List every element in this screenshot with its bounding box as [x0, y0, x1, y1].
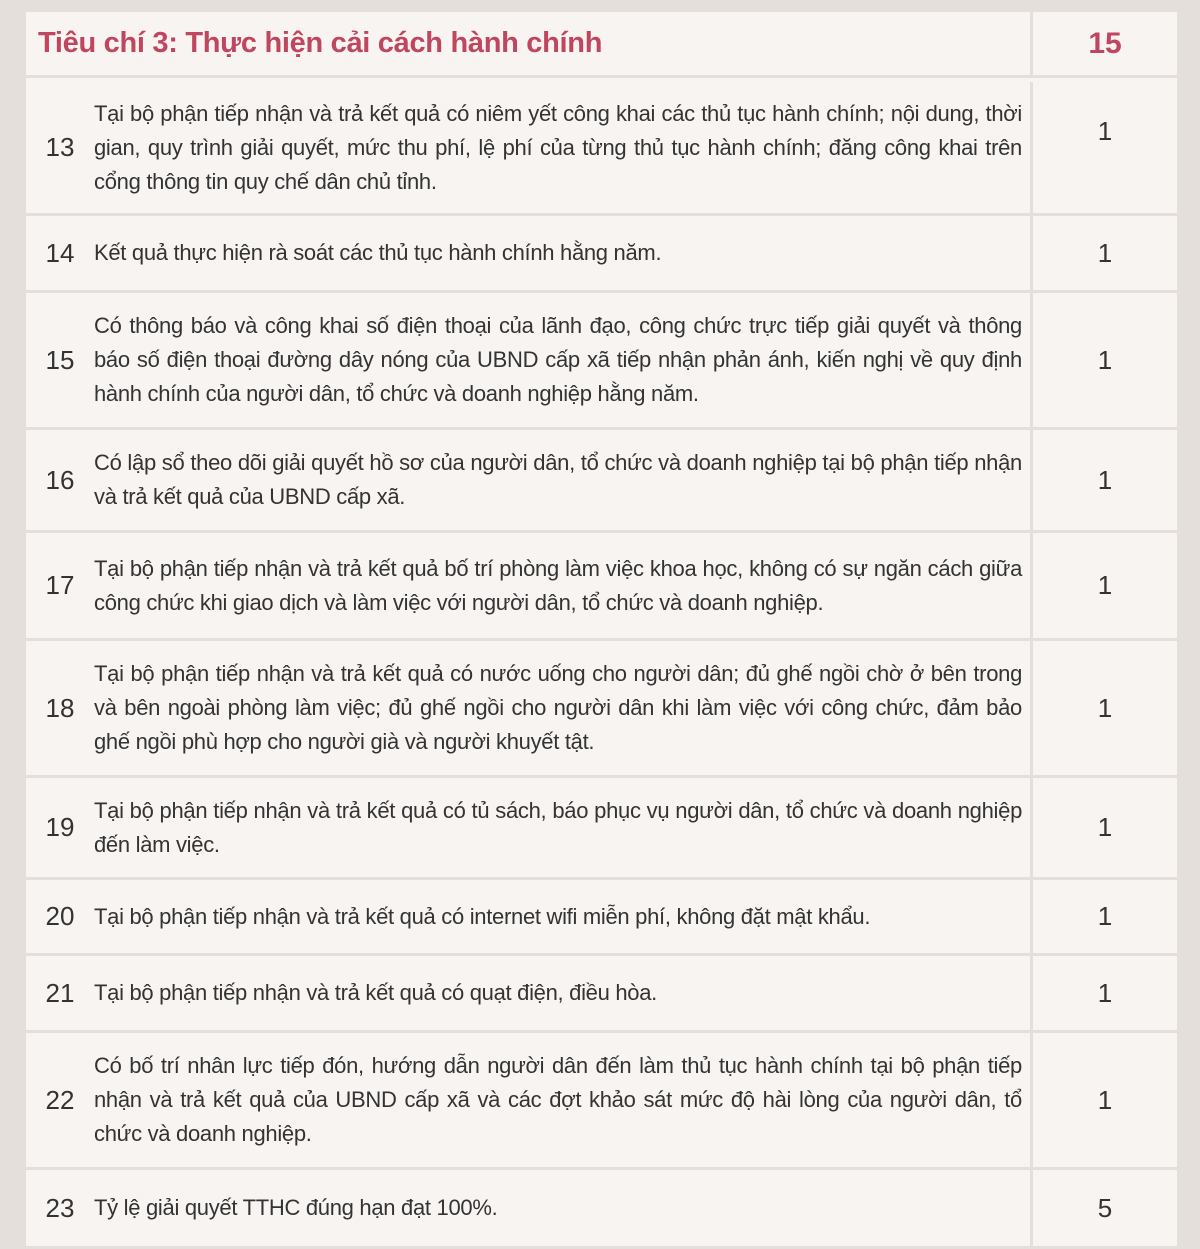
item-number: 21 — [45, 977, 75, 1008]
item-description: Có lập sổ theo dõi giải quyết hồ sơ của người dân, tổ chức và doanh nghiệp tại bộ phận tiếp nhận và trả kết quả của UBND cấp xã. — [94, 450, 1022, 509]
item-score: 1 — [1030, 293, 1177, 427]
item-number: 22 — [45, 1084, 75, 1115]
item-number: 19 — [45, 812, 75, 842]
item-number: 16 — [45, 464, 75, 495]
item-number: 18 — [45, 692, 75, 723]
item-score: 1 — [1030, 430, 1177, 530]
item-description: Tại bộ phận tiếp nhận và trả kết quả có tủ sách, báo phục vụ người dân, tổ chức và doanh nghiệp đến làm việc. — [94, 797, 1022, 857]
item-number: 15 — [45, 344, 75, 375]
table-row — [26, 641, 1177, 775]
item-description: Tại bộ phận tiếp nhận và trả kết quả có internet wifi miễn phí, không đặt mật khẩu. — [94, 903, 871, 929]
item-description: Tại bộ phận tiếp nhận và trả kết quả có niêm yết công khai các thủ tục hành chính; nội dung, thời gian, quy trình giải quyết, mức thu phí, lệ phí của từng thủ tục hành chính; đăng công khai trên cổng thông tin quy chế dân chủ tỉnh. — [94, 100, 1022, 194]
table-row — [26, 533, 1177, 638]
item-number: 14 — [45, 237, 75, 268]
table-row — [26, 293, 1177, 427]
item-score: 5 — [1030, 1170, 1177, 1246]
table-row — [26, 1033, 1177, 1167]
item-description: Kết quả thực hiện rà soát các thủ tục hành chính hằng năm. — [94, 240, 662, 265]
criterion-header-row — [26, 12, 1177, 75]
item-score: 1 — [1030, 641, 1177, 775]
item-score: 1 — [1030, 778, 1177, 877]
item-number: 23 — [45, 1192, 75, 1223]
table-row — [26, 216, 1177, 290]
item-score: 1 — [1030, 956, 1177, 1030]
item-score: 1 — [1030, 1033, 1177, 1167]
table-row — [26, 1170, 1177, 1246]
table-row — [26, 430, 1177, 530]
criterion-title-cell — [26, 12, 1030, 75]
table-row — [26, 880, 1177, 953]
item-score: 1 — [1030, 533, 1177, 638]
table-row — [26, 778, 1177, 877]
item-number: 20 — [45, 901, 75, 931]
item-description: Có bố trí nhân lực tiếp đón, hướng dẫn người dân đến làm thủ tục hành chính tại bộ phận tiếp nhận và trả kết quả của UBND cấp xã và các đợt khảo sát mức độ hài lòng của người dân, tổ chức và doanh nghiệp. — [94, 1053, 1022, 1146]
item-number: 13 — [45, 132, 75, 162]
item-score: 1 — [1030, 216, 1177, 290]
item-description: Tại bộ phận tiếp nhận và trả kết quả có nước uống cho người dân; đủ ghế ngồi chờ ở bên trong và bên ngoài phòng làm việc; đủ ghế ngồi cho người dân khi làm việc với công chức, đảm bảo ghế ngồi phù hợp cho người già và người khuyết tật. — [94, 661, 1022, 754]
item-number: 17 — [45, 570, 75, 600]
criteria-table — [26, 12, 1177, 1249]
table-row — [26, 78, 1177, 213]
item-score: 1 — [1030, 880, 1177, 953]
item-description: Có thông báo và công khai số điện thoại của lãnh đạo, công chức trực tiếp giải quyết và thông báo số điện thoại đường dây nóng của UBND cấp xã tiếp nhận phản ánh, kiến nghị về quy định hành chính của người dân, tổ chức và doanh nghiệp hằng năm. — [94, 313, 1022, 406]
criterion-total-score: 15 — [1030, 12, 1177, 75]
item-description: Tại bộ phận tiếp nhận và trả kết quả bố trí phòng làm việc khoa học, không có sự ngăn cách giữa công chức khi giao dịch và làm việc với người dân, tổ chức và doanh nghiệp. — [94, 555, 1022, 615]
table-row — [26, 956, 1177, 1030]
item-description: Tỷ lệ giải quyết TTHC đúng hạn đạt 100%. — [94, 1195, 498, 1220]
criterion-title: Tiêu chí 3: Thực hiện cải cách hành chính — [38, 27, 603, 59]
item-description: Tại bộ phận tiếp nhận và trả kết quả có quạt điện, điều hòa. — [94, 980, 657, 1005]
item-score: 1 — [1030, 82, 1177, 213]
